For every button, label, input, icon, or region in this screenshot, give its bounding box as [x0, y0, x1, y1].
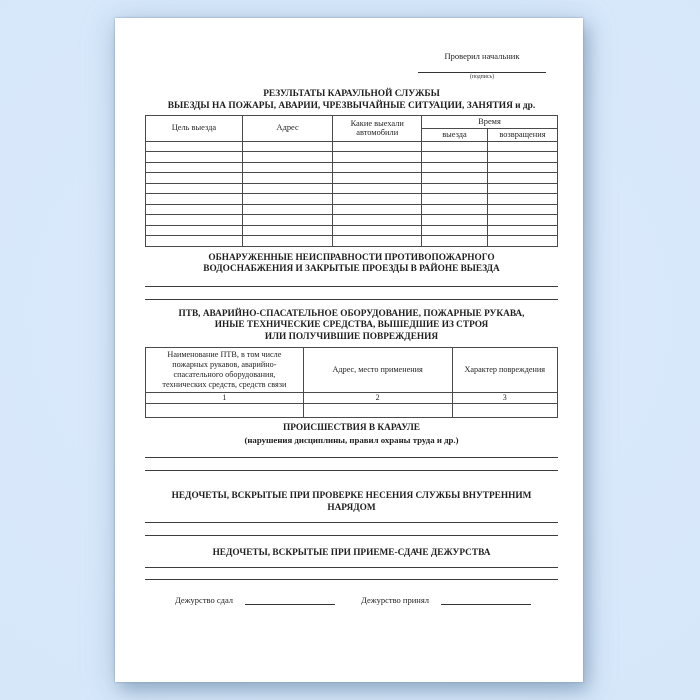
- empty-row: [146, 204, 558, 215]
- incidents-heading: [145, 423, 558, 446]
- empty-cell: [146, 141, 243, 152]
- empty-row: [146, 173, 558, 184]
- internal-watch-heading: [145, 491, 558, 514]
- column-number-2: 2: [303, 393, 452, 404]
- faults-heading-line-2: ВОДОСНАБЖЕНИЯ И ЗАКРЫТЫЕ ПРОЕЗДЫ В РАЙОНЕ ВЫЕЗДА: [203, 264, 500, 275]
- empty-cell: [146, 152, 243, 163]
- equipment-heading-line-1: ПТВ, АВАРИЙНО-СПАСАТЕЛЬНОЕ ОБОРУДОВАНИЕ, ПОЖАРНЫЕ РУКАВА,: [178, 308, 525, 319]
- empty-cell: [146, 236, 243, 247]
- empty-cell: [487, 162, 557, 173]
- col-header-time: Время: [422, 116, 558, 129]
- approval-block: [418, 51, 546, 80]
- empty-cell: [242, 152, 333, 163]
- empty-cell: [422, 204, 488, 215]
- internal-watch-heading-line-2: НАРЯДОМ: [327, 502, 376, 513]
- blank-write-line: [145, 446, 558, 458]
- empty-cell: [487, 236, 557, 247]
- empty-cell: [242, 194, 333, 205]
- equipment-table-body: [146, 404, 558, 418]
- title-line-2: ВЫЕЗДЫ НА ПОЖАРЫ, АВАРИИ, ЧРЕЗВЫЧАЙНЫЕ СИТУАЦИИ, ЗАНЯТИЯ и др.: [167, 101, 536, 111]
- col-header-time-return: возвращения: [487, 128, 557, 141]
- empty-cell: [452, 404, 558, 418]
- faults-heading-line-1: ОБНАРУЖЕННЫЕ НЕИСПРАВНОСТИ ПРОТИВОПОЖАРНОГО: [208, 252, 495, 263]
- empty-cell: [146, 194, 243, 205]
- empty-cell: [422, 173, 488, 184]
- empty-cell: [146, 404, 304, 418]
- blank-write-line: [145, 514, 558, 523]
- empty-cell: [422, 225, 488, 236]
- empty-row: [146, 152, 558, 163]
- col-header-address: Адрес: [242, 116, 333, 142]
- empty-cell: [242, 236, 333, 247]
- empty-cell: [422, 141, 488, 152]
- equipment-table-header: [146, 348, 558, 393]
- empty-cell: [422, 162, 488, 173]
- empty-cell: [333, 152, 422, 163]
- empty-cell: [422, 215, 488, 226]
- empty-cell: [303, 404, 452, 418]
- empty-cell: [487, 225, 557, 236]
- empty-cell: [146, 204, 243, 215]
- empty-cell: [146, 215, 243, 226]
- empty-cell: [333, 173, 422, 184]
- signature-line: [418, 72, 546, 73]
- faults-heading: [145, 253, 558, 276]
- duty-handed-over-line: [245, 595, 335, 605]
- empty-cell: [487, 152, 557, 163]
- col-header-vehicles: Какие выехали автомобили: [333, 116, 422, 142]
- document-page: [115, 18, 583, 682]
- duty-accepted-line: [441, 595, 531, 605]
- empty-row: [146, 404, 558, 418]
- col-header-purpose: Цель выезда: [146, 116, 243, 142]
- approval-label: Проверил начальник: [444, 51, 520, 61]
- handover-heading: НЕДОЧЕТЫ, ВСКРЫТЫЕ ПРИ ПРИЕМЕ-СДАЧЕ ДЕЖУРСТВА: [212, 548, 491, 559]
- empty-cell: [242, 173, 333, 184]
- empty-cell: [146, 173, 243, 184]
- empty-cell: [146, 225, 243, 236]
- empty-cell: [487, 173, 557, 184]
- blank-write-line: [145, 276, 558, 287]
- document-title: [145, 88, 558, 112]
- empty-cell: [242, 141, 333, 152]
- duty-signature-row: [145, 595, 558, 605]
- empty-row: [146, 194, 558, 205]
- empty-cell: [487, 215, 557, 226]
- equipment-heading-line-2: ИНЫЕ ТЕХНИЧЕСКИЕ СРЕДСТВА, ВЫШЕДШИЕ ИЗ СТРОЯ: [214, 320, 489, 331]
- empty-row: [146, 183, 558, 194]
- empty-row: [146, 225, 558, 236]
- empty-cell: [422, 183, 488, 194]
- duty-handed-over-label: Дежурство сдал: [175, 594, 234, 605]
- trips-table-body: [146, 141, 558, 246]
- empty-cell: [333, 162, 422, 173]
- column-number-1: 1: [146, 393, 304, 404]
- empty-cell: [333, 236, 422, 247]
- empty-cell: [333, 183, 422, 194]
- empty-cell: [422, 236, 488, 247]
- blank-write-line: [145, 287, 558, 300]
- blank-write-line: [145, 560, 558, 568]
- empty-cell: [487, 183, 557, 194]
- empty-cell: [333, 194, 422, 205]
- blank-write-line: [145, 523, 558, 536]
- empty-cell: [242, 225, 333, 236]
- column-number-3: 3: [452, 393, 558, 404]
- equipment-heading: [145, 309, 558, 344]
- internal-watch-heading-line-1: НЕДОЧЕТЫ, ВСКРЫТЫЕ ПРИ ПРОВЕРКЕ НЕСЕНИЯ СЛУЖБЫ ВНУТРЕННИМ: [171, 491, 532, 502]
- blank-write-line: [145, 458, 558, 471]
- empty-cell: [487, 194, 557, 205]
- signature-caption: (подпись): [469, 74, 495, 80]
- empty-cell: [333, 225, 422, 236]
- blank-write-line: [145, 568, 558, 580]
- empty-row: [146, 141, 558, 152]
- title-line-1: РЕЗУЛЬТАТЫ КАРАУЛЬНОЙ СЛУЖБЫ: [263, 89, 440, 99]
- equipment-table: [145, 347, 558, 418]
- empty-cell: [146, 183, 243, 194]
- col-header-time-departure: выезда: [422, 128, 488, 141]
- empty-cell: [146, 162, 243, 173]
- trips-table: [145, 115, 558, 247]
- empty-cell: [422, 152, 488, 163]
- incidents-heading-text: ПРОИСШЕСТВИЯ В КАРАУЛЕ: [283, 423, 420, 434]
- empty-row: [146, 162, 558, 173]
- empty-row: [146, 236, 558, 247]
- incidents-subheading: (нарушения дисциплины, правил охраны труда и др.): [244, 434, 459, 445]
- empty-row: [146, 215, 558, 226]
- empty-cell: [333, 141, 422, 152]
- col-header-usage-address: Адрес, место применения: [303, 348, 452, 393]
- col-header-damage-type: Характер повреждения: [452, 348, 558, 393]
- empty-cell: [242, 162, 333, 173]
- trips-table-header: [146, 116, 558, 142]
- empty-cell: [242, 204, 333, 215]
- empty-cell: [487, 204, 557, 215]
- empty-cell: [242, 215, 333, 226]
- column-number-row: [146, 393, 558, 404]
- equipment-heading-line-3: ИЛИ ПОЛУЧИВШИЕ ПОВРЕЖДЕНИЯ: [264, 331, 439, 342]
- empty-cell: [422, 194, 488, 205]
- col-header-equipment-name: Наименование ПТВ, в том числе пожарных рукавов, аварийно-спасательного оборудования, технических средств, средств связи: [146, 348, 304, 393]
- empty-cell: [487, 141, 557, 152]
- duty-accepted-label: Дежурство принял: [361, 594, 429, 605]
- empty-cell: [333, 215, 422, 226]
- empty-cell: [242, 183, 333, 194]
- empty-cell: [333, 204, 422, 215]
